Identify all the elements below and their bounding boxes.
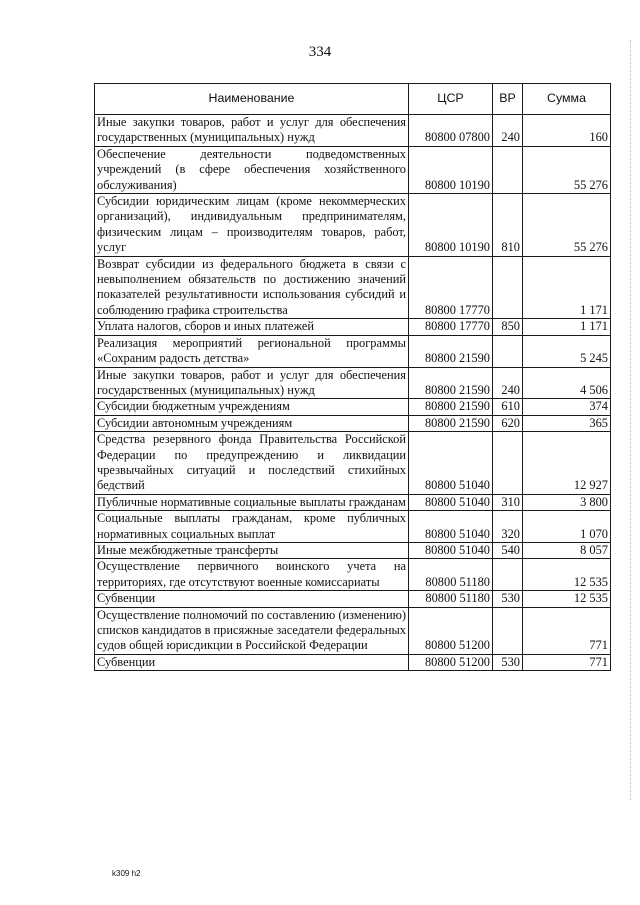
row-vr-cell: 320 <box>493 511 523 543</box>
row-vr-cell <box>493 335 523 367</box>
row-sum-cell: 160 <box>523 115 611 147</box>
row-csr-cell: 80800 10190 <box>409 194 493 257</box>
row-csr-cell: 80800 17770 <box>409 319 493 335</box>
table-row <box>95 194 611 257</box>
table-row <box>95 432 611 495</box>
row-csr-cell: 80800 21590 <box>409 335 493 367</box>
row-name-cell: Реализация мероприятий региональной программы «Сохраним радость детства» <box>95 335 409 367</box>
row-name-cell: Социальные выплаты гражданам, кроме публичных нормативных социальных выплат <box>95 511 409 543</box>
table-row <box>95 367 611 399</box>
row-sum-cell: 55 276 <box>523 146 611 193</box>
row-name-cell: Субвенции <box>95 654 409 670</box>
row-sum-cell: 1 070 <box>523 511 611 543</box>
row-name-cell: Субсидии юридическим лицам (кроме некоммерческих организаций), индивидуальным предпринимателям, физическим лицам – производителям товаров, работ, услуг <box>95 194 409 257</box>
row-csr-cell: 80800 51040 <box>409 511 493 543</box>
table-row <box>95 591 611 607</box>
row-name-cell: Уплата налогов, сборов и иных платежей <box>95 319 409 335</box>
table-row <box>95 415 611 431</box>
row-csr-cell: 80800 21590 <box>409 367 493 399</box>
row-vr-cell: 620 <box>493 415 523 431</box>
table-row <box>95 256 611 319</box>
row-csr-cell: 80800 07800 <box>409 115 493 147</box>
row-sum-cell: 12 535 <box>523 591 611 607</box>
table-row <box>95 115 611 147</box>
header-row <box>95 84 611 115</box>
table-header <box>95 84 611 115</box>
row-vr-cell: 530 <box>493 591 523 607</box>
row-sum-cell: 374 <box>523 399 611 415</box>
header-name: Наименование <box>95 84 409 115</box>
table-row <box>95 542 611 558</box>
row-name-cell: Средства резервного фонда Правительства Российской Федерации по предупреждению и ликвидации чрезвычайных ситуаций и последствий стихийных бедствий <box>95 432 409 495</box>
row-sum-cell: 771 <box>523 607 611 654</box>
row-csr-cell: 80800 21590 <box>409 415 493 431</box>
row-csr-cell: 80800 51040 <box>409 432 493 495</box>
table-row <box>95 335 611 367</box>
row-name-cell: Субсидии автономным учреждениям <box>95 415 409 431</box>
row-vr-cell <box>493 146 523 193</box>
table-row <box>95 559 611 591</box>
row-sum-cell: 1 171 <box>523 319 611 335</box>
row-sum-cell: 365 <box>523 415 611 431</box>
row-vr-cell: 850 <box>493 319 523 335</box>
scan-edge-marks <box>630 40 633 800</box>
row-name-cell: Обеспечение деятельности подведомственных учреждений (в сфере обеспечения хозяйственного обслуживания) <box>95 146 409 193</box>
row-csr-cell: 80800 51040 <box>409 542 493 558</box>
row-vr-cell: 540 <box>493 542 523 558</box>
row-csr-cell: 80800 51200 <box>409 607 493 654</box>
row-csr-cell: 80800 17770 <box>409 256 493 319</box>
row-csr-cell: 80800 51200 <box>409 654 493 670</box>
row-sum-cell: 12 927 <box>523 432 611 495</box>
header-sum: Сумма <box>523 84 611 115</box>
row-vr-cell: 530 <box>493 654 523 670</box>
row-vr-cell: 240 <box>493 367 523 399</box>
row-sum-cell: 8 057 <box>523 542 611 558</box>
row-name-cell: Субвенции <box>95 591 409 607</box>
row-name-cell: Иные межбюджетные трансферты <box>95 542 409 558</box>
header-vr: ВР <box>493 84 523 115</box>
row-csr-cell: 80800 51040 <box>409 494 493 510</box>
row-name-cell: Иные закупки товаров, работ и услуг для обеспечения государственных (муниципальных) нужд <box>95 115 409 147</box>
row-csr-cell: 80800 10190 <box>409 146 493 193</box>
row-vr-cell: 610 <box>493 399 523 415</box>
row-vr-cell <box>493 432 523 495</box>
row-csr-cell: 80800 21590 <box>409 399 493 415</box>
table-body <box>95 115 611 671</box>
row-name-cell: Субсидии бюджетным учреждениям <box>95 399 409 415</box>
row-name-cell: Публичные нормативные социальные выплаты гражданам <box>95 494 409 510</box>
row-name-cell: Возврат субсидии из федерального бюджета в связи с невыполнением обязательств по достижению значений показателей результативности использования субсидий и соблюдению графика строительства <box>95 256 409 319</box>
row-vr-cell <box>493 607 523 654</box>
budget-table <box>94 83 611 671</box>
row-sum-cell: 5 245 <box>523 335 611 367</box>
table-row <box>95 399 611 415</box>
row-csr-cell: 80800 51180 <box>409 559 493 591</box>
header-csr: ЦСР <box>409 84 493 115</box>
row-name-cell: Иные закупки товаров, работ и услуг для обеспечения государственных (муниципальных) нужд <box>95 367 409 399</box>
table-row <box>95 607 611 654</box>
footer-code: k309 h2 <box>112 869 141 878</box>
table-row <box>95 511 611 543</box>
row-sum-cell: 55 276 <box>523 194 611 257</box>
row-vr-cell: 240 <box>493 115 523 147</box>
table-row <box>95 494 611 510</box>
row-sum-cell: 771 <box>523 654 611 670</box>
table-row <box>95 146 611 193</box>
table-row <box>95 654 611 670</box>
row-sum-cell: 12 535 <box>523 559 611 591</box>
table-row <box>95 319 611 335</box>
page-number: 334 <box>308 44 332 60</box>
row-vr-cell <box>493 559 523 591</box>
row-vr-cell: 310 <box>493 494 523 510</box>
row-sum-cell: 3 800 <box>523 494 611 510</box>
row-csr-cell: 80800 51180 <box>409 591 493 607</box>
row-name-cell: Осуществление полномочий по составлению (изменению) списков кандидатов в присяжные заседатели федеральных судов общей юрисдикции в Российской Федерации <box>95 607 409 654</box>
row-sum-cell: 4 506 <box>523 367 611 399</box>
row-vr-cell: 810 <box>493 194 523 257</box>
row-sum-cell: 1 171 <box>523 256 611 319</box>
row-vr-cell <box>493 256 523 319</box>
row-name-cell: Осуществление первичного воинского учета на территориях, где отсутствуют военные комиссариаты <box>95 559 409 591</box>
